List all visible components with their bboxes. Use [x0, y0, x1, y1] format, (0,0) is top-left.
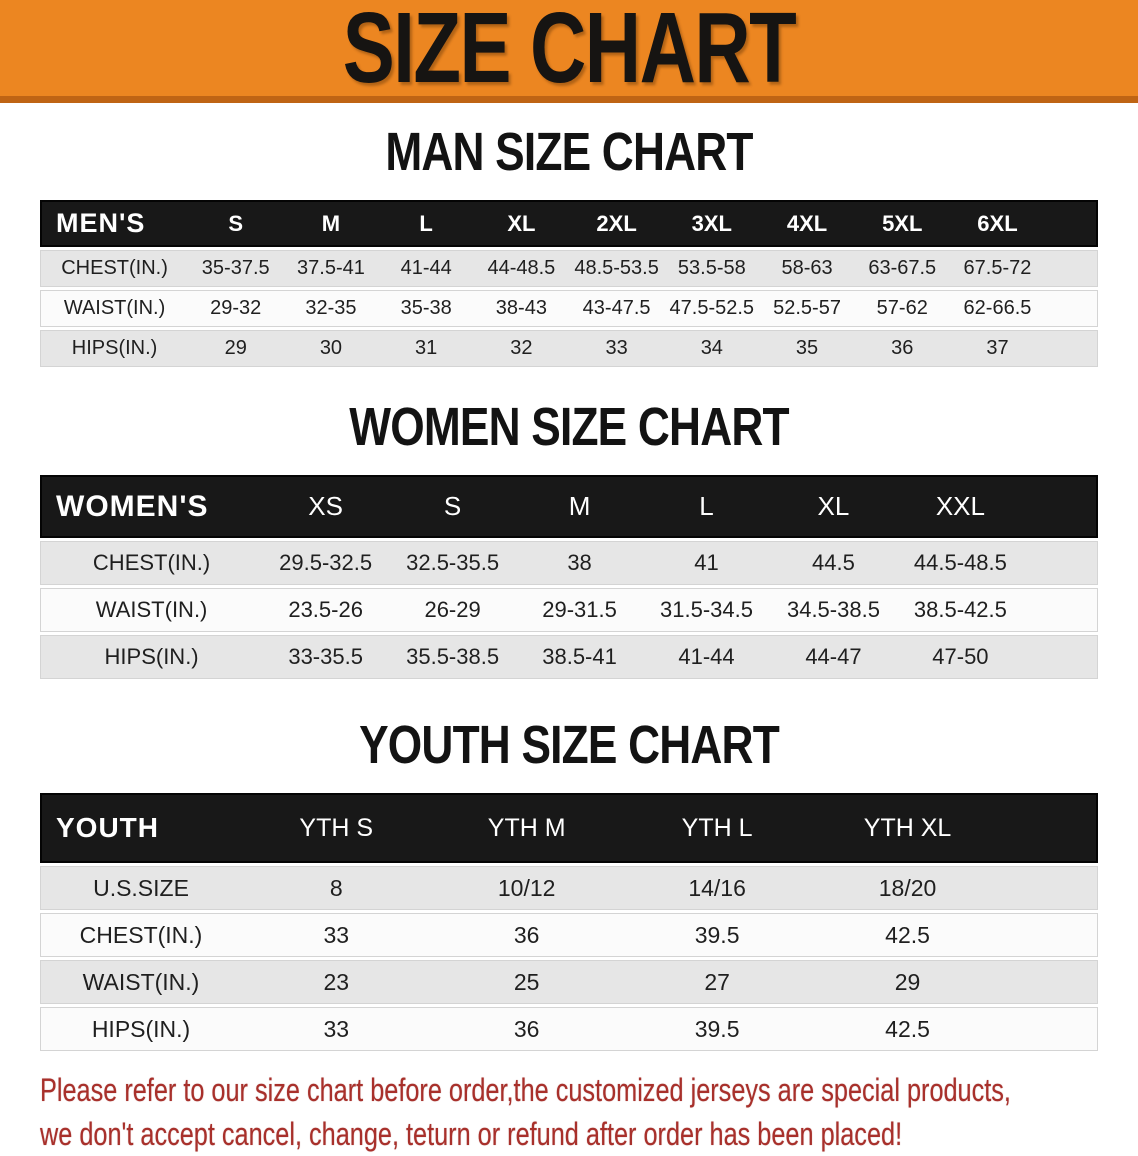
size-col-header: 3XL [664, 200, 759, 247]
size-col-header: YTH S [241, 793, 431, 863]
row-spacer [1045, 290, 1098, 327]
women-row-waist [40, 588, 1098, 632]
row-label: U.S.SIZE [40, 866, 241, 910]
row-label: HIPS(IN.) [40, 330, 188, 367]
size-col-header: YTH XL [812, 793, 1002, 863]
women-size-table [40, 472, 1098, 682]
row-spacer [1024, 541, 1098, 585]
banner-title: SIZE CHART [342, 0, 796, 104]
header-spacer [1024, 475, 1098, 538]
women-row-hips [40, 635, 1098, 679]
size-col-header: XL [474, 200, 569, 247]
size-col-header: XXL [897, 475, 1024, 538]
size-cell: 47-50 [897, 635, 1024, 679]
row-spacer [1024, 635, 1098, 679]
size-cell: 29-32 [188, 290, 283, 327]
size-col-header: L [379, 200, 474, 247]
row-label: HIPS(IN.) [40, 1007, 241, 1051]
youth-heading-text: YOUTH SIZE CHART [359, 715, 779, 775]
women-corner-label: WOMEN'S [40, 475, 262, 538]
size-cell: 36 [855, 330, 950, 367]
youth-row-waist [40, 960, 1098, 1004]
men-row-chest [40, 250, 1098, 287]
size-cell: 35 [759, 330, 854, 367]
size-cell: 8 [241, 866, 431, 910]
size-cell: 32-35 [283, 290, 378, 327]
row-spacer [1024, 588, 1098, 632]
row-label: WAIST(IN.) [40, 290, 188, 327]
size-cell: 44-47 [770, 635, 897, 679]
youth-header-row [40, 793, 1098, 863]
men-heading-text: MAN SIZE CHART [385, 122, 753, 182]
row-label: WAIST(IN.) [40, 960, 241, 1004]
size-cell: 18/20 [812, 866, 1002, 910]
size-col-header: 5XL [855, 200, 950, 247]
size-cell: 31 [379, 330, 474, 367]
size-cell: 37 [950, 330, 1045, 367]
size-cell: 34.5-38.5 [770, 588, 897, 632]
disclaimer-line-2: we don't accept cancel, change, teturn or refund after order has been placed! [40, 1116, 903, 1152]
size-cell: 35-37.5 [188, 250, 283, 287]
size-cell: 47.5-52.5 [664, 290, 759, 327]
women-heading-text: WOMEN SIZE CHART [349, 397, 789, 457]
size-cell: 53.5-58 [664, 250, 759, 287]
order-disclaimer [40, 1068, 1138, 1156]
size-col-header: L [643, 475, 770, 538]
size-col-header: YTH L [622, 793, 812, 863]
row-spacer [1003, 913, 1098, 957]
men-header-row [40, 200, 1098, 247]
size-cell: 58-63 [759, 250, 854, 287]
size-cell: 33-35.5 [262, 635, 389, 679]
youth-corner-label: YOUTH [40, 793, 241, 863]
size-cell: 41-44 [379, 250, 474, 287]
size-cell: 39.5 [622, 1007, 812, 1051]
size-cell: 26-29 [389, 588, 516, 632]
men-row-waist [40, 290, 1098, 327]
size-col-header: YTH M [431, 793, 621, 863]
size-cell: 37.5-41 [283, 250, 378, 287]
size-cell: 38 [516, 541, 643, 585]
women-header-row [40, 475, 1098, 538]
row-label: CHEST(IN.) [40, 541, 262, 585]
size-cell: 14/16 [622, 866, 812, 910]
row-label: WAIST(IN.) [40, 588, 262, 632]
size-cell: 42.5 [812, 913, 1002, 957]
size-cell: 23.5-26 [262, 588, 389, 632]
row-label: CHEST(IN.) [40, 250, 188, 287]
size-cell: 39.5 [622, 913, 812, 957]
women-row-chest [40, 541, 1098, 585]
row-spacer [1045, 250, 1098, 287]
men-section-heading [0, 122, 1138, 182]
size-cell: 67.5-72 [950, 250, 1045, 287]
row-spacer [1045, 330, 1098, 367]
row-label: CHEST(IN.) [40, 913, 241, 957]
size-cell: 48.5-53.5 [569, 250, 664, 287]
youth-row-chest [40, 913, 1098, 957]
size-cell: 63-67.5 [855, 250, 950, 287]
size-cell: 44-48.5 [474, 250, 569, 287]
women-section-heading [0, 397, 1138, 457]
youth-size-table [40, 790, 1098, 1054]
header-spacer [1003, 793, 1098, 863]
size-col-header: XL [770, 475, 897, 538]
size-col-header: 6XL [950, 200, 1045, 247]
size-cell: 29.5-32.5 [262, 541, 389, 585]
row-spacer [1003, 960, 1098, 1004]
size-cell: 23 [241, 960, 431, 1004]
size-cell: 44.5 [770, 541, 897, 585]
size-cell: 29 [188, 330, 283, 367]
size-col-header: S [389, 475, 516, 538]
size-cell: 29-31.5 [516, 588, 643, 632]
size-col-header: XS [262, 475, 389, 538]
men-row-hips [40, 330, 1098, 367]
size-chart-banner [0, 0, 1138, 103]
youth-row-hips [40, 1007, 1098, 1051]
size-col-header: M [516, 475, 643, 538]
row-spacer [1003, 1007, 1098, 1051]
disclaimer-line-1: Please refer to our size chart before order,the customized jerseys are special products, [40, 1072, 1011, 1108]
size-cell: 25 [431, 960, 621, 1004]
size-cell: 43-47.5 [569, 290, 664, 327]
size-cell: 31.5-34.5 [643, 588, 770, 632]
size-cell: 42.5 [812, 1007, 1002, 1051]
youth-row-ussize [40, 866, 1098, 910]
size-cell: 32 [474, 330, 569, 367]
size-cell: 30 [283, 330, 378, 367]
row-label: HIPS(IN.) [40, 635, 262, 679]
size-cell: 33 [241, 913, 431, 957]
row-spacer [1003, 866, 1098, 910]
size-col-header: 4XL [759, 200, 854, 247]
size-cell: 44.5-48.5 [897, 541, 1024, 585]
size-cell: 36 [431, 913, 621, 957]
size-cell: 38.5-41 [516, 635, 643, 679]
size-cell: 34 [664, 330, 759, 367]
size-cell: 32.5-35.5 [389, 541, 516, 585]
size-cell: 52.5-57 [759, 290, 854, 327]
size-cell: 38.5-42.5 [897, 588, 1024, 632]
size-col-header: 2XL [569, 200, 664, 247]
size-cell: 41 [643, 541, 770, 585]
size-cell: 33 [241, 1007, 431, 1051]
size-cell: 33 [569, 330, 664, 367]
youth-section-heading [0, 715, 1138, 775]
size-cell: 10/12 [431, 866, 621, 910]
size-cell: 29 [812, 960, 1002, 1004]
header-spacer [1045, 200, 1098, 247]
size-cell: 57-62 [855, 290, 950, 327]
size-cell: 27 [622, 960, 812, 1004]
size-cell: 35-38 [379, 290, 474, 327]
size-cell: 36 [431, 1007, 621, 1051]
size-cell: 35.5-38.5 [389, 635, 516, 679]
size-cell: 62-66.5 [950, 290, 1045, 327]
men-size-table [40, 197, 1098, 370]
size-col-header: M [283, 200, 378, 247]
men-corner-label: MEN'S [40, 200, 188, 247]
size-cell: 38-43 [474, 290, 569, 327]
size-cell: 41-44 [643, 635, 770, 679]
size-col-header: S [188, 200, 283, 247]
